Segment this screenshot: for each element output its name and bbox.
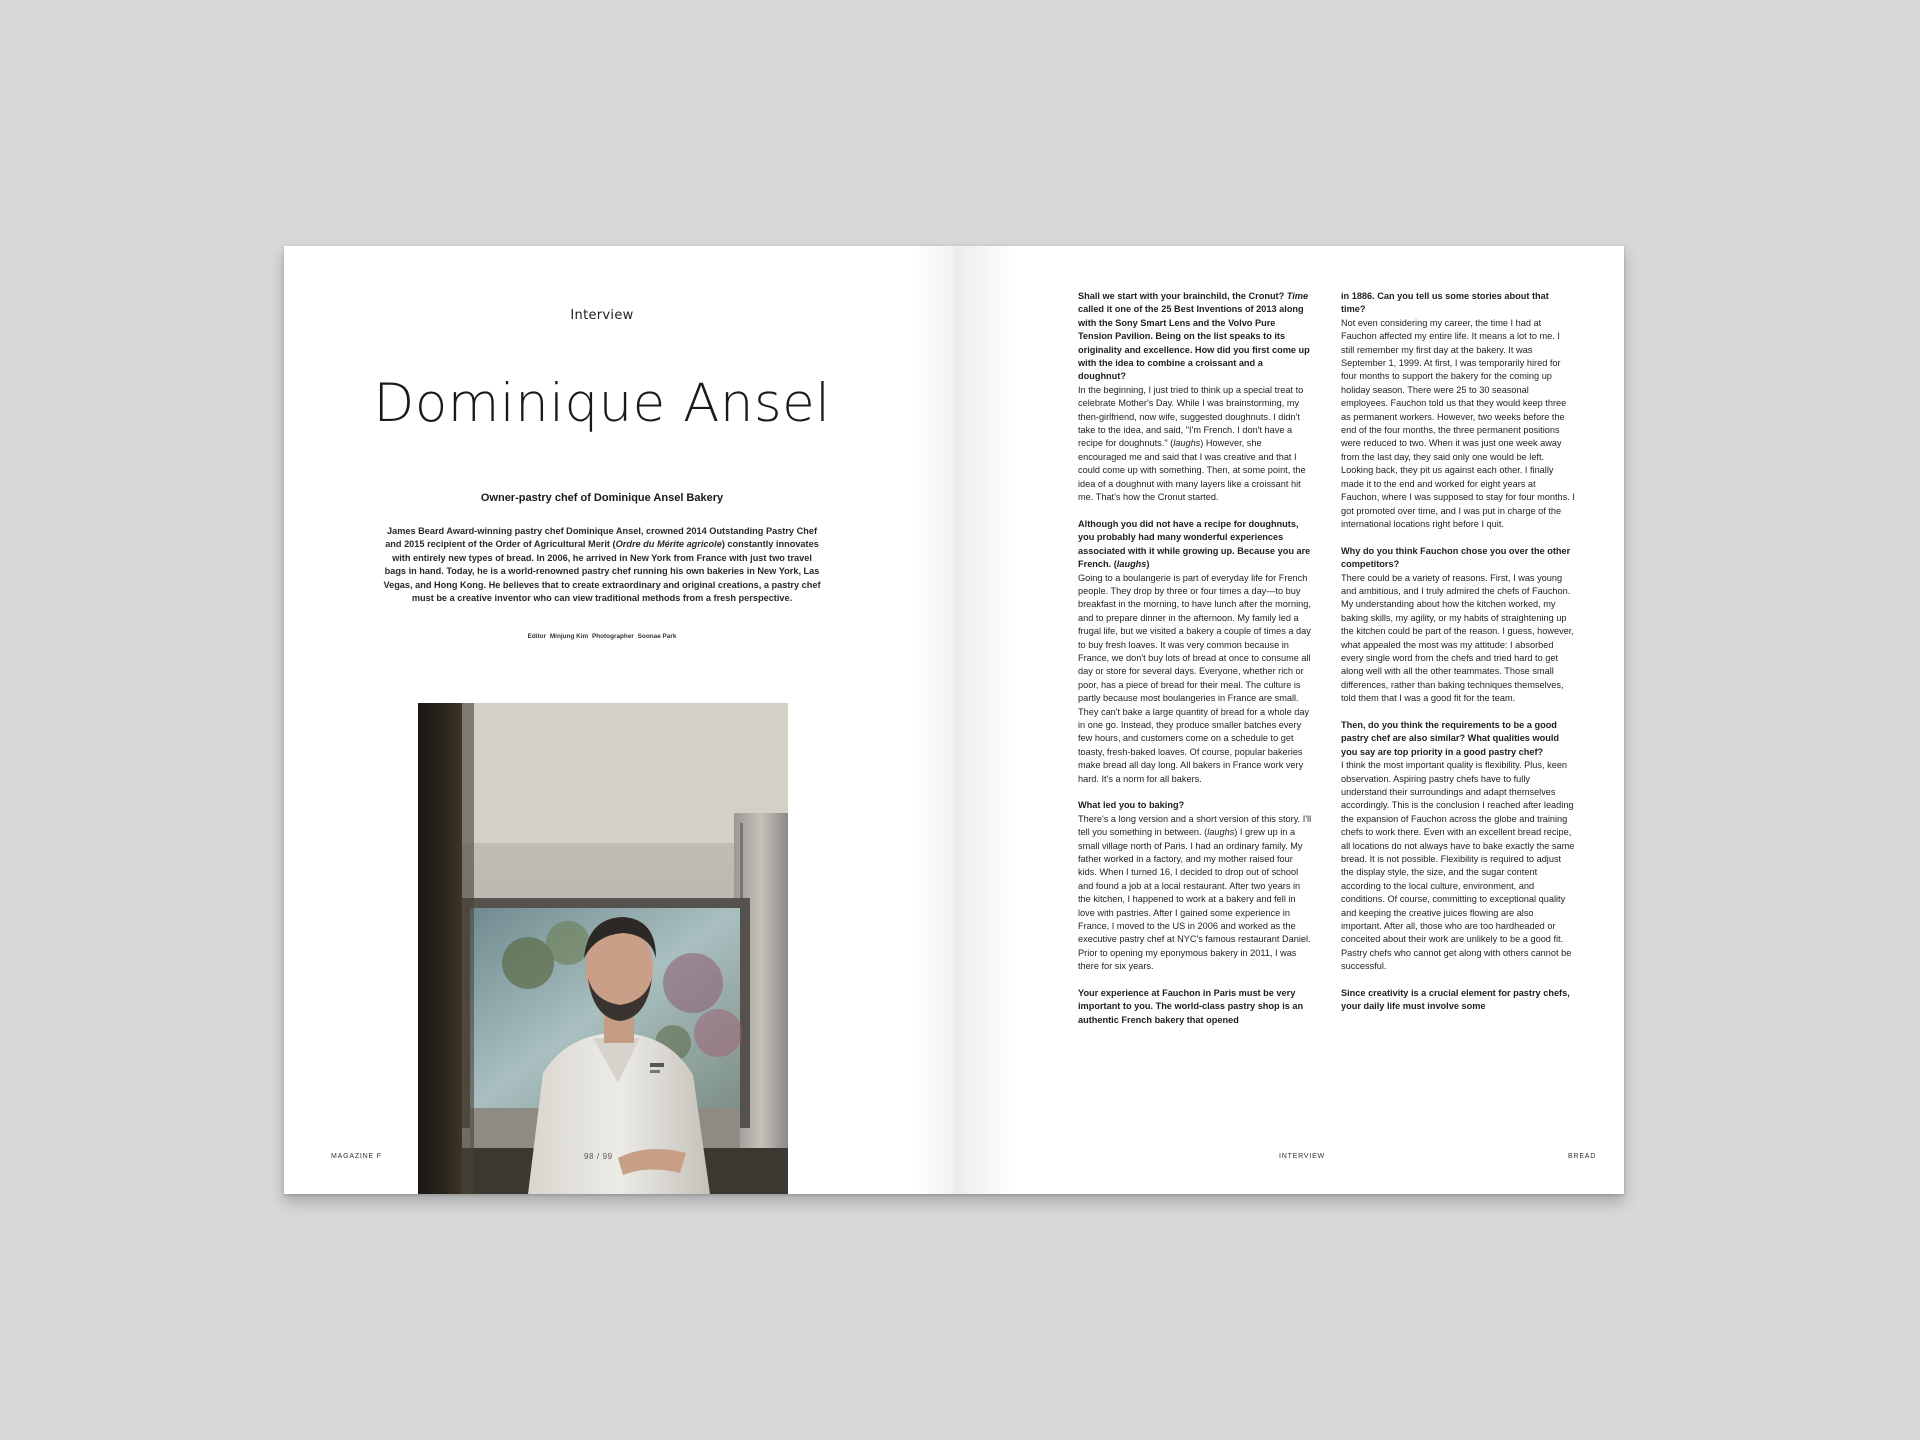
text-column-1 bbox=[1078, 290, 1312, 1027]
answer-text: ) However, she encouraged me and said that I was creative and that I could come up with something. Then, at some point, the idea of a doughnut with many layers like a croissant hit me. That's how the Cronut started. bbox=[1078, 438, 1306, 503]
question-text: ) bbox=[1146, 559, 1150, 570]
answer-italic: laughs bbox=[1207, 827, 1235, 838]
section-label: Interview bbox=[570, 308, 634, 323]
text-column-2 bbox=[1341, 290, 1575, 1014]
credits-line bbox=[284, 633, 920, 640]
answer-baking-origin bbox=[1078, 813, 1312, 974]
question-why-chosen: Why do you think Fauchon chose you over the other competitors? bbox=[1341, 545, 1571, 570]
footer-issue-name: BREAD bbox=[1568, 1153, 1597, 1160]
question-italic: Time bbox=[1286, 291, 1309, 301]
question-good-pastry-chef: Then, do you think the requirements to be a good pastry chef are also similar? What qualities would you say are top priority in a good pastry chef? bbox=[1341, 719, 1560, 757]
chef-portrait-photo bbox=[418, 703, 788, 1194]
editor-label: Editor bbox=[527, 633, 547, 640]
left-page bbox=[284, 246, 954, 1194]
question-baking-origin: What led you to baking? bbox=[1078, 800, 1185, 811]
question-fauchon-continued: in 1886. Can you tell us some stories about that time? bbox=[1341, 291, 1549, 315]
question-italic: laughs bbox=[1116, 559, 1147, 570]
article-title: Dominique Ansel bbox=[373, 373, 831, 434]
gutter-shadow-left bbox=[914, 246, 954, 1194]
question-creativity: Since creativity is a crucial element for pastry chefs, your daily life must involve some bbox=[1341, 988, 1570, 1012]
photographer-name: Soonae Park bbox=[637, 633, 677, 640]
photographer-label: Photographer bbox=[591, 633, 634, 640]
article-subtitle: Owner-pastry chef of Dominique Ansel Bakery bbox=[480, 492, 724, 504]
footer-section-name: INTERVIEW bbox=[1279, 1153, 1325, 1160]
answer-text: ) I grew up in a small village north of Paris. I had an ordinary family. My father worked in a factory, and my mother raised four kids. When I turned 16, I decided to drop out of school and found a job at a local restaurant. After two years in the kitchen, I happened to work at a bakery and fell in love with pastries. After I gained some experience in France, I moved to the US in 2006 and worked as the executive pastry chef at NYC's famous restaurant Daniel. Prior to opening my eponymous bakery in 2011, I was there for six years. bbox=[1078, 827, 1311, 972]
intro-italic: Ordre du Mérite agricole bbox=[615, 539, 722, 550]
answer-cronut bbox=[1078, 384, 1312, 505]
editor-name: Minjung Kim bbox=[549, 633, 589, 640]
question-text: Shall we start with your brainchild, the Cronut? bbox=[1078, 291, 1287, 301]
question-cronut bbox=[1078, 290, 1312, 384]
answer-italic: laughs bbox=[1173, 438, 1201, 449]
intro-text-2: ) constantly innovates with entirely new types of bread. In 2006, he arrived in New York from France with just two travel bags in hand. Today, he is a world-renowned pastry chef running his own bakeries in New York, Las Vegas, and Hong Kong. He believes that to create extraordinary and original creations, a pastry chef must be a creative inventor who can view traditional methods from a fresh perspective. bbox=[383, 539, 821, 604]
answer-text: In the beginning, I just tried to think up a special treat to celebrate Mother's Day. While I was brainstorming, my then-girlfriend, now wife, suggested doughnuts. I didn't take to the idea, and said, "I'm French. I don't have a recipe for doughnuts." ( bbox=[1078, 384, 1304, 449]
portrait-illustration bbox=[418, 703, 788, 1194]
page-folio: 98 / 99 bbox=[584, 1152, 613, 1161]
answer-boulangerie: Going to a boulangerie is part of everyday life for French people. They drop by three or four times a day—to buy breakfast in the morning, to have lunch after the morning, and to prepare dinner in the afternoon. My family led a frugal life, but we visited a bakery a couple of times a day to buy fresh loaves. It was very common because in France, we don't buy lots of bread at once to consume all day or store for several days. Everyone, whether rich or poor, has a piece of bread for their meal. The culture is partly because most boulangeries in France are small. They can't bake a large quantity of bread for a whole day in one go. Instead, they produce smaller batches every few hours, and customers come on a schedule to get toasty, fresh-baked loaves. Of course, popular bakeries make bread all day long. All bakers in France work very hard. It's a norm for all bakers. bbox=[1078, 572, 1311, 784]
question-text: Although you did not have a recipe for doughnuts, you probably had many wonderful experiences associated with it while growing up. Because you are French. ( bbox=[1078, 518, 1311, 570]
question-fauchon: Your experience at Fauchon in Paris must be very important to you. The world-class pastry shop is an authentic French bakery that opened bbox=[1078, 988, 1304, 1025]
answer-why-chosen: There could be a variety of reasons. First, I was young and ambitious, and I truly admired the chefs of Fauchon. My understanding about how the kitchen worked, my baking skills, my agility, or my habits of straightening up the kitchen could be part of the reason. I guess, however, what appealed the most was my attitude: I absorbed every single word from the chefs and tried hard to get along well with all the other teammates. Those small differences, rather than baking techniques themselves, told them that I was a good fit for the team. bbox=[1341, 572, 1574, 704]
footer-magazine-name: MAGAZINE F bbox=[331, 1153, 382, 1160]
intro-text-1: James Beard Award-winning pastry chef Dominique Ansel, crowned 2014 Outstanding Pastry Chef and 2015 recipient of the Order of Agricultural Merit ( bbox=[385, 526, 818, 550]
right-page bbox=[954, 246, 1624, 1194]
article-intro bbox=[382, 525, 822, 605]
answer-good-pastry-chef: I think the most important quality is flexibility. Plus, keen observation. Aspiring pastry chefs have to fully understand their surroundings and adapt themselves accordingly. This is the conclusion I reached after leading the expansion of Fauchon across the globe and training chefs to work there. Even with an excellent bread recipe, all locations do not always have to bake exactly the same bread. It is not possible. Flexibility is required to adjust the display style, the size, and the sugar content according to the local culture, environment, and conditions. Of course, committing to exceptional quality and keeping the creative juices flowing are also important. After all, those who are too hardheaded or conceited about their work are unlikely to be a good fit. Pastry chefs who cannot get along with others cannot be successful. bbox=[1341, 760, 1575, 972]
question-text: called it one of the 25 Best Inventions of 2013 along with the Sony Smart Lens and the Volvo Pure Tension Pavilion. Being on the list speaks to its originality and excellence. How did you first come up with the idea to combine a croissant and a doughnut? bbox=[1078, 304, 1310, 382]
magazine-spread bbox=[284, 246, 1624, 1194]
question-french-doughnuts bbox=[1078, 518, 1312, 572]
answer-text: There's a long version and a short version of this story. I'll tell you something in between. ( bbox=[1078, 813, 1312, 838]
gutter-shadow-right bbox=[954, 246, 1014, 1194]
answer-fauchon: Not even considering my career, the time I had at Fauchon affected my entire life. It means a lot to me. I still remember my first day at the bakery. It was September 1, 1999. At first, I was temporarily hired for four months to support the bakery for the coming up holiday season. There were 25 to 30 seasonal employees. Fauchon told us that they would keep three as permanent workers. However, two weeks before the end of the four months, the three permanent positions were reduced to two. When it was just one week away from the last day, they said only one would be left. Looking back, they pit us against each other. I finally made it to the end and worked for eight years at Fauchon, where I was supposed to stay for four months. I got promoted over time, and I was put in charge of the international locations right before I quit. bbox=[1341, 317, 1575, 529]
